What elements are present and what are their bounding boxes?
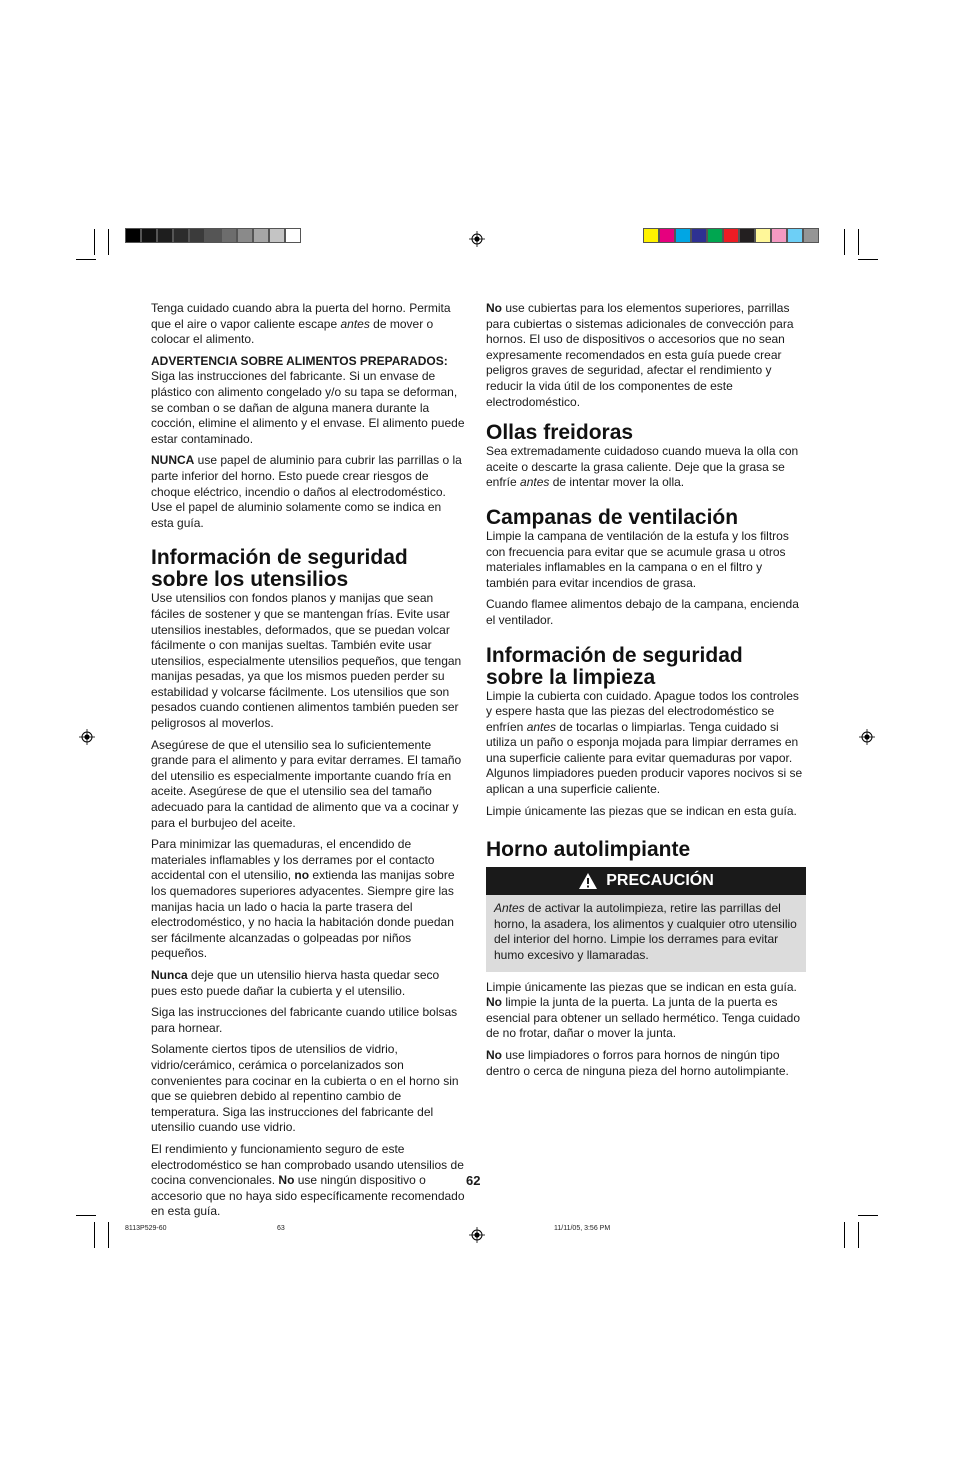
paragraph: Limpie únicamente las piezas que se indican en esta guía. No limpie la junta de la puerta. La junta de la puerta es esencial para obtener un sellado hermético. Tenga cuidado de no frotar, dañar o mover la junta. bbox=[486, 979, 800, 1041]
warning-triangle-icon bbox=[578, 872, 598, 890]
color-swatch bbox=[269, 228, 285, 243]
registration-mark-icon bbox=[859, 729, 875, 745]
paragraph: Siga las instrucciones del fabricante cuando utilice bolsas para hornear. bbox=[151, 1005, 458, 1035]
paragraph: Limpie únicamente las piezas que se indican en esta guía. bbox=[486, 803, 797, 818]
paragraph: Use utensilios con fondos planos y manijas que sean fáciles de sostener y que se mantengan frías. Evite usar utensilios inestables, deformados, que se puedan volcar fácilmente o con manijas sueltas. También evite usar utensilios, especialmente utensilios pequeños, que tengan manijas pesadas, ya que los mismos pueden perder su estabilidad y volcarse fácilmente. Los utensilios que son pesados cuando contienen alimentos también pueden ser peligrosos al moverlos. bbox=[151, 591, 462, 731]
paragraph: Solamente ciertos tipos de utensilios de vidrio, vidrio/cerámico, cerámica o porcelanizados son convenientes para cocinar en la cubierta o en el horno sin que se quiebren debido al repentino cambio de temperatura. Siga las instrucciones del fabricante del utensilio cuando use vidrio. bbox=[151, 1042, 459, 1135]
color-swatch bbox=[803, 228, 819, 243]
paragraph: Limpie la cubierta con cuidado. Apague todos los controles y espere hasta que las piezas del electrodoméstico se enfríen antes de tocarlas o limpiarlas. Tenga cuidado si utiliza un paño o esponja mojada para limpiar derrames en una superficie caliente para evitar quemaduras por vapor. Algunos limpiadores pueden producir vapores nocivos si se aplican a una superficie caliente. bbox=[486, 688, 803, 797]
color-swatch bbox=[189, 228, 205, 243]
crop-mark bbox=[108, 1222, 109, 1248]
color-swatch bbox=[253, 228, 269, 243]
footer-timestamp: 11/11/05, 3:56 PM bbox=[554, 1225, 611, 1232]
paragraph: Tenga cuidado cuando abra la puerta del horno. Permita que el aire o vapor caliente escape antes de mover o colocar el alimento. bbox=[151, 301, 451, 347]
color-swatch bbox=[755, 228, 771, 243]
section-heading: Campanas de ventilación bbox=[486, 505, 739, 529]
crop-mark bbox=[858, 259, 878, 260]
crop-mark bbox=[76, 1215, 96, 1216]
section-heading: Horno autolimpiante bbox=[486, 838, 691, 862]
paragraph: No use limpiadores o forros para hornos de ningún tipo dentro o cerca de ninguna pieza del horno autolimpiante. bbox=[486, 1048, 789, 1078]
registration-mark-icon bbox=[469, 1227, 485, 1243]
color-swatch bbox=[157, 228, 173, 243]
color-swatch bbox=[707, 228, 723, 243]
section-heading: Información de seguridad sobre los utensilios bbox=[151, 546, 408, 592]
footer-sheet: 63 bbox=[277, 1225, 285, 1232]
crop-mark bbox=[858, 229, 859, 255]
color-swatch bbox=[285, 228, 301, 243]
color-swatch bbox=[691, 228, 707, 243]
crop-mark bbox=[108, 229, 109, 255]
paragraph: Nunca deje que un utensilio hierva hasta quedar seco pues esto puede dañar la cubierta y el utensilio. bbox=[151, 967, 440, 998]
color-swatch bbox=[771, 228, 787, 243]
footer-code: 8113P529-60 bbox=[125, 1225, 167, 1232]
paragraph: Para minimizar las quemaduras, el encendido de materiales inflamables y los derrames por el contacto accidental con el utensilio, no extienda las manijas sobre los quemadores superiores adyacentes. Siempre gire las manijas hacia un lado o hacia la parte trasera del electrodoméstico, y no hacia la habitación donde puedan ser fácilmente alcanzadas o golpeadas por niños pequeños. bbox=[151, 837, 455, 961]
crop-mark bbox=[858, 1215, 878, 1216]
paragraph: Sea extremadamente cuidadoso cuando mueva la olla con aceite o descarte la grasa caliente. Deje que la grasa se enfríe antes de intentar mover la olla. bbox=[486, 444, 799, 490]
color-swatch bbox=[643, 228, 659, 243]
paragraph: Cuando flamee alimentos debajo de la campana, encienda el ventilador. bbox=[486, 597, 799, 627]
paragraph: No use cubiertas para los elementos superiores, parrillas para cubiertas o sistemas adicionales de convección para hornos. El uso de dispositivos o accesorios que no sean expresamente recomendados en esta guía puede crear peligros graves de seguridad, afectar el rendimiento y reducir la vida útil de los componentes de este electrodoméstico. bbox=[486, 301, 794, 409]
crop-mark bbox=[94, 1222, 95, 1248]
grayscale-bar bbox=[125, 228, 301, 243]
registration-mark-icon bbox=[469, 231, 485, 247]
paragraph: El rendimiento y funcionamiento seguro de este electrodoméstico se han comprobado usando utensilios de cocina convencionales. No use ningún dispositivo o accesorio que no haya sido específicamente recomendado en esta guía. bbox=[151, 1141, 465, 1219]
crop-mark bbox=[844, 1222, 845, 1248]
color-swatch bbox=[723, 228, 739, 243]
color-swatch bbox=[125, 228, 141, 243]
crop-mark bbox=[844, 229, 845, 255]
color-bar bbox=[643, 228, 819, 243]
color-swatch bbox=[141, 228, 157, 243]
color-swatch bbox=[205, 228, 221, 243]
color-swatch bbox=[675, 228, 691, 243]
color-swatch bbox=[739, 228, 755, 243]
color-swatch bbox=[237, 228, 253, 243]
paragraph: Asegúrese de que el utensilio sea lo suficientemente grande para el alimento y para evitar derrames. El tamaño del utensilio es especialmente importante cuando fría en aceite. Asegúrese de que el utensilio sea del tamaño adecuado para la cantidad de alimento que va a cocinar y para el burbujeo del aceite. bbox=[151, 737, 462, 830]
paragraph: NUNCA use papel de aluminio para cubrir las parrillas o la parte inferior del horno. Esto puede crear riesgos de choque eléctrico, incendio o daños al electrodoméstico. Use el papel de aluminio solamente como se indica en esta guía. bbox=[151, 453, 462, 530]
caution-title: PRECAUCIÓN bbox=[606, 872, 714, 890]
caution-text: Antes de activar la autolimpieza, retire las parrillas del horno, la asadera, los alimentos y cualquier otro utensilio del interior del horno. Limpie los derrames para evitar humo excesivo y llamaradas. bbox=[486, 895, 806, 971]
page-number: 62 bbox=[466, 1173, 481, 1188]
section-heading: Información de seguridad sobre la limpieza bbox=[486, 643, 743, 689]
section-heading: Ollas freidoras bbox=[486, 421, 634, 445]
color-swatch bbox=[787, 228, 803, 243]
crop-mark bbox=[76, 259, 96, 260]
warning-paragraph: ADVERTENCIA SOBRE ALIMENTOS PREPARADOS: Siga las instrucciones del fabricante. Si un envase de plástico con alimento congelado y/o su tapa se deforman, se comban o se dañan de alguna manera durante la cocción, elimine el alimento y el envase. El alimento puede estar contaminado. bbox=[151, 353, 465, 446]
color-swatch bbox=[221, 228, 237, 243]
paragraph: Limpie la campana de ventilación de la estufa y los filtros con frecuencia para evitar que se acumule grasa u otros materiales inflamables en la campana o en el filtro y también para evitar incendios de grasa. bbox=[486, 528, 789, 590]
caution-box bbox=[486, 867, 806, 971]
left-column bbox=[151, 301, 465, 1226]
color-swatch bbox=[173, 228, 189, 243]
caution-header bbox=[486, 867, 806, 895]
color-swatch bbox=[659, 228, 675, 243]
right-column bbox=[486, 301, 806, 1085]
crop-mark bbox=[94, 229, 95, 255]
registration-mark-icon bbox=[79, 729, 95, 745]
crop-mark bbox=[858, 1222, 859, 1248]
